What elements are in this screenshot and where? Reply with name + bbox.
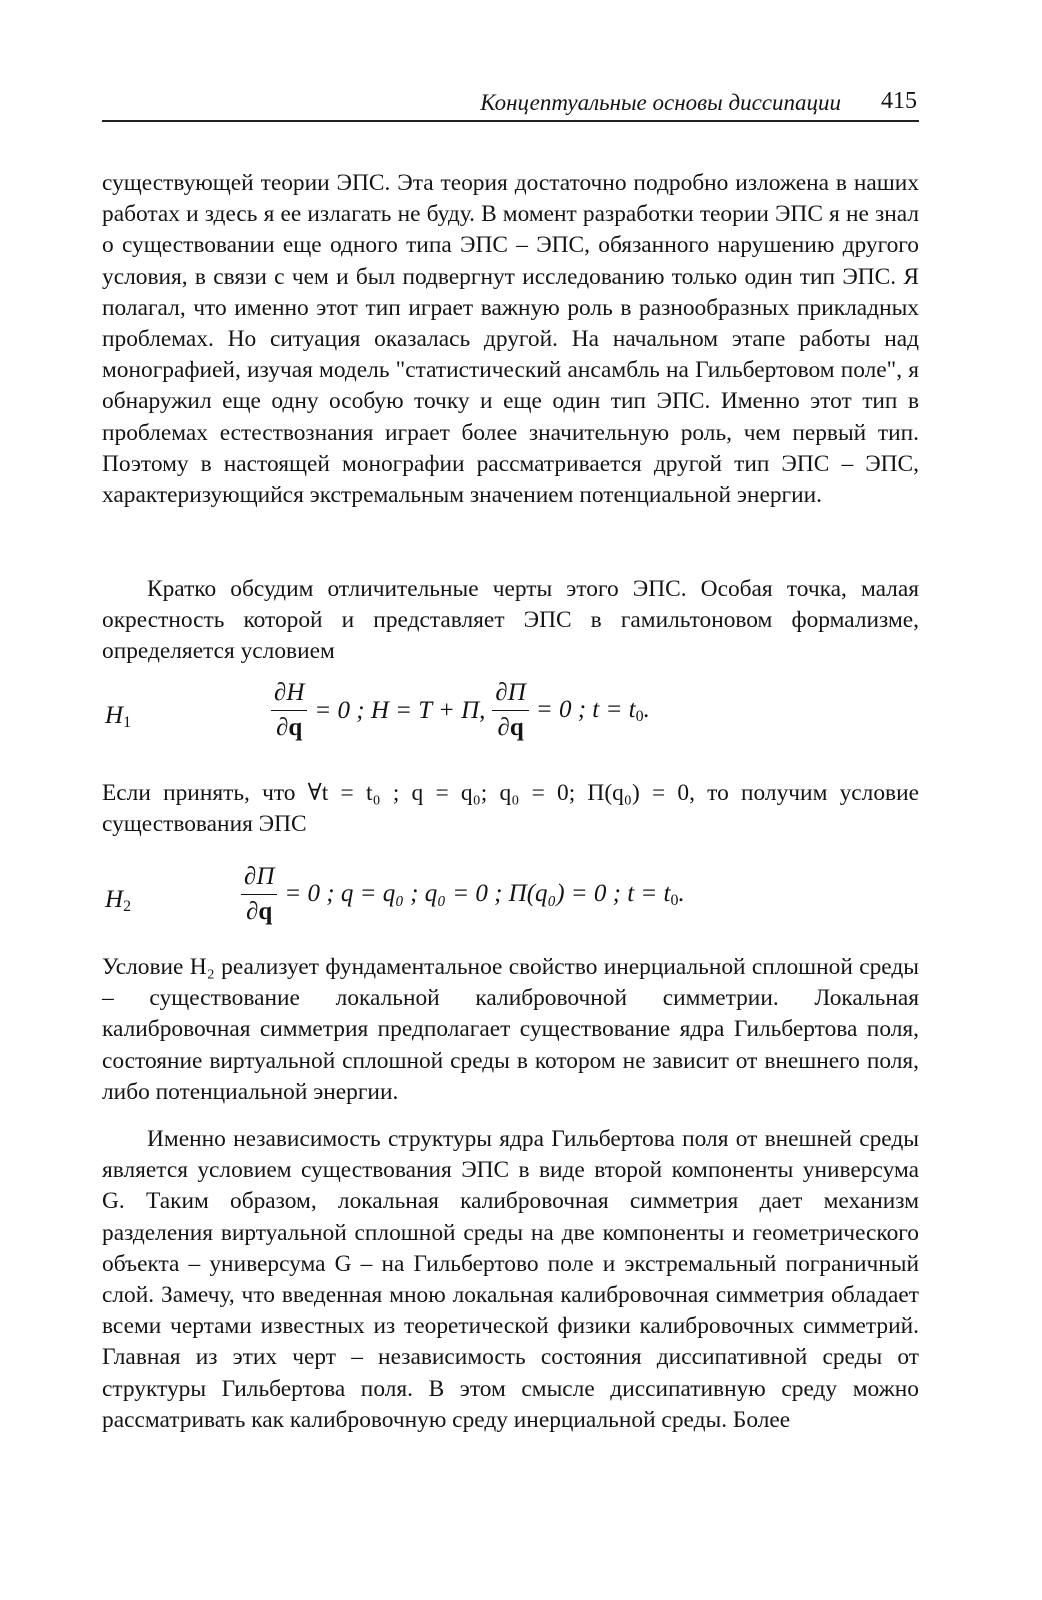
paragraph-5: Именно независимость структуры ядра Гильбертова поля от внешней среды является условием существования ЭПС в виде второй компоненты универсума G. Таким образом, локальная калибровочная симметрия дает механизм разделения виртуальной сплошной среды на две компоненты и геометрического объекта – универсума G – на Гильбертово поле и экстремальный пограничный слой. Замечу, что введенная мною локальная калибровочная симметрия обладает всеми чертами известных из теоретической физики калибровочных симметрий. Главная из этих черт – независимость состояния диссипативной среды от структуры Гильбертова поля. В этом смысле диссипативную среду можно рассматривать как калибровочную среду инерциальной среды. Более <box>102 1126 919 1433</box>
equation-h1-tail-sub: 0 <box>635 707 644 725</box>
equation-h2 <box>102 856 919 956</box>
paragraph-3: Если принять, что ∀t = t₀ ; q = q₀; q₀ = 0; П(q₀) = 0, то получим условие существования ЭПС <box>102 780 919 838</box>
paragraph-1: существующей теории ЭПС. Эта теория достаточно подробно изложена в наших работах и здесь я ее излагать не буду. В момент разработки теории ЭПС я не знал о существовании еще одного типа ЭПС – ЭПС, обязанного нарушению другого условия, в связи с чем и был подвергнут исследованию только один тип ЭПС. Я полагал, что именно этот тип играет важную роль в разнообразных прикладных проблемах. Но ситуация оказалась другой. На начальном этапе работы над монографией, изучая модель "статистический ансамбль на Гильбертовом поле", я обнаружил еще одну особую точку и еще один тип ЭПС. Именно этот тип в проблемах естествознания играет более значительную роль, чем первый тип. Поэтому в настоящей монографии рассматривается другой тип ЭПС – ЭПС, характеризующийся экстремальным значением потенциальной энергии. <box>102 170 919 509</box>
equation-h1-label-sub: 1 <box>123 714 132 731</box>
equation-h2-body <box>237 862 688 927</box>
equation-h2-tail-sub: 0 <box>670 891 679 909</box>
equation-h1-label-letter: H <box>105 702 124 729</box>
equation-h1-tail <box>536 696 650 726</box>
equation-h1-end: . <box>643 695 650 723</box>
equation-h1-frac1-numerator: ∂H <box>271 678 307 711</box>
equation-h1-middle: = 0 ; H = T + П, <box>314 696 486 724</box>
equation-h1-label <box>105 702 131 732</box>
equation-h1-frac1-denominator: ∂q <box>276 714 303 741</box>
equation-h2-tail-text: = 0 ; q = q₀ ; q₀ = 0 ; П(q₀) = 0 ; t = t <box>284 879 671 907</box>
equation-h2-frac-numerator: ∂П <box>241 862 277 895</box>
equation-h2-fraction <box>241 862 277 927</box>
equation-h1-tail-text: = 0 ; t = t <box>535 695 636 723</box>
equation-h2-label <box>105 886 131 916</box>
running-header <box>102 86 919 122</box>
equation-h2-label-sub: 2 <box>123 898 132 915</box>
equation-h1-frac2-denominator: ∂q <box>497 714 524 741</box>
paragraph-4: Условие H₂ реализует фундаментальное свойство инерциальной сплошной среды – существование локальной калибровочной симметрии. Локальная калибровочная симметрия предполагает существование ядра Гильбертова поля, состояние виртуальной сплошной среды в котором не зависит от внешнего поля, либо потенциальной энергии. <box>102 954 919 1105</box>
equation-h1-body <box>267 678 653 743</box>
paragraph-2: Кратко обсудим отличительные черты этого ЭПС. Особая точка, малая окрестность которой и представляет ЭПС в гамильтоновом формализме, определяется условием <box>102 576 919 665</box>
equation-h1-frac2-numerator: ∂П <box>492 678 528 711</box>
equation-h1-fraction-2 <box>492 678 528 743</box>
equation-h2-frac-denominator: ∂q <box>246 898 273 925</box>
equation-h2-tail <box>284 880 684 910</box>
running-title: Концептуальные основы диссипации <box>480 90 841 115</box>
equation-h1-fraction-1 <box>271 678 307 743</box>
equation-h2-label-letter: H <box>105 886 124 913</box>
equation-h1 <box>102 672 919 772</box>
equation-h2-end: . <box>678 879 685 907</box>
page-number: 415 <box>881 88 917 114</box>
